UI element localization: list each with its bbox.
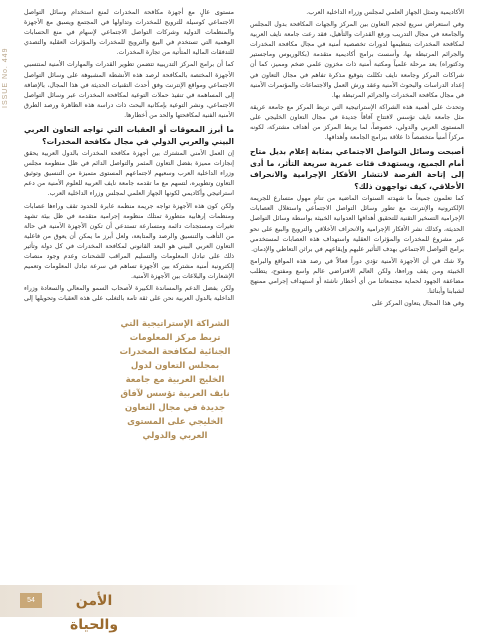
question-heading: أصبحت وسائل التواصل الاجتماعي بمثابة إعلام بديل متاح أمام الجميع، ويستهدف فئات عمرية سريعة التأثر، ما أدى إلى إتاحة الفرصة لانتشار الأفكار الإجرامية والانحراف الأخلاقي، كيف تواجهون ذلك؟ bbox=[250, 147, 464, 191]
pull-quote: الشراكة الإستراتيجية التي تربط مركز المعلومات الجنائية لمكافحة المخدرات بمجلس التعاون لدول الخليج العربية مع جامعة نايف العربية تؤسس لآفاق جديدة في مجال التعاون الخليجي على المستوى العربي والدولي bbox=[115, 305, 235, 501]
article-column-right bbox=[250, 8, 464, 586]
paragraph: مستوى عالٍ مع أجهزة مكافحة المخدرات لمنع استخدام وسائل التواصل الاجتماعي كوسيلة للترويج للمخدرات وتداولها في المجتمع ويسبق مع الأجهزة والمنظمات الدولية وشركات التواصل الاجتماعي لإسهام في منع الحسابات الوهمية التي تستخدم في البيع والترويج للمخدرات والمؤثرات العقلية والتصدي للتدفقات المالية المتأتية من تجارة المخدرات. bbox=[24, 9, 234, 57]
paragraph: كما تعلمون جميعاً ما شهدته السنوات الماضية من تنامٍ مهول متسارع للجريمة الإلكترونية والإنترنت مع تطور وسائل التواصل الاجتماعي واستغلال العصابات الإجرامية التسخير التقنية للتحقيق أهدافها العدوانية الخبيثة بواسطة وسائل التواصل الحديثة، وكذلك نشر الأفكار الإجرامية والانحراف الأخلاقي والترويج والبيع على نحو غير مشروع للمخدرات والمؤثرات العقلية واستهداف هذه العصابات لمستخدمي برامج التواصل الاجتماعي بهدف التأثير عليهم وإيقاعهم في براثن التعاطي والإدمان. bbox=[250, 195, 464, 253]
page-number: 54 bbox=[20, 593, 42, 608]
paragraph: ولا شك في أن الأجهزة الأمنية تؤدي دوراً فعالاً في رصد هذه المواقع والبرامج الخبيثة ومن يقف وراءها، ولكن العالم الافتراضي عالم واسع ومفتوح، يتطلب مضاعفة الجهود لحماية مجتمعاتنا من أي أخطار ناشئة أو استهداف إجرامي ممنهج لشبابنا وأبنائنا. bbox=[250, 257, 464, 296]
paragraph: وفي هذا المجال يتعاون المركز على bbox=[371, 300, 464, 308]
paragraph: وفي استعراض سريع لحجم التعاون بين المركز والجهات المكافحة بدول المجلس والجامعة في مجال التدريب ورفع القدرات والتأهيل، فقد رعت جامعة نايف العربية لمكافحة المخدرات بتنظيمها لدورات تخصصية أمنية في مجال مكافحة المخدرات والجرائم المرتبطة بها، وأسست برامج أكاديمية متقدمة (بكالوريوس وماجستير ودكتوراه) بعد مرحلة علمياً ومكتبة أمنية ذات مخزون علمي ضخم ومميز، كما أن شراكات المركز وجامعة نايف تكللت بتوقيع مذكرة تفاهم في مجال التعاون في إعداد الدراسات والبحوث الأمنية وعقد ورش العمل والاجتماعات والمؤتمرات الأمنية في مجال مكافحة المخدرات والجرائم المرتبطة بها. bbox=[250, 21, 464, 99]
paragraph: ولكن بفضل الدعم والمساندة الكبيرة لأصحاب السمو والمعالي والسعادة وزراء الداخلية بالدول العربية نحن على ثقة تامة بالتغلب على هذه العقبات وتحويلها إلى bbox=[24, 285, 234, 303]
issue-number-label: ISSUE No. 449 bbox=[2, 47, 9, 108]
paragraph: الأكاديمية وتمثل الجهاز العلمي لمجلس وزراء الداخلية العرب. bbox=[306, 9, 464, 16]
side-strip bbox=[0, 0, 18, 585]
paragraph: إن العمل الأمني المشترك بين أجهزة مكافحة المخدرات بالدول العربية يحقق إنجازات مميزة بفضل التعاون المثمر والتواصل الدائم في ظل منظومة مجلس وزراء الداخلية العرب وسعيهم لاجتماعهم المستوى متميزة من التنسيق وتوثيق التعاون وتطويره، لتسهم مع ما تقدمه جامعة نايف العربية للعلوم الأمنية من دعم استراتيجي وأكاديمي لكونها الجهاز العلمي لمجلس وزراء الداخلية العرب. bbox=[24, 150, 234, 198]
paragraph: وتحدث على أهمية هذه الشراكة الإستراتيجية التي تربط المركز مع جامعة عريقة مثل جامعة نايف تؤسس لافتتاح آفاقاً جديدة في مجال التعاون الخليجي على المستوى العربي والدولي، خصوصاً، لما يربط المركز من أهداف مشتركة، لكونه مركزاً أمنياً متخصصاً ذا علاقة ببرامج الجامعة وأهدافها. bbox=[250, 103, 464, 142]
question-heading: ما أبرز المعوقات أو العقبات التي تواجه التعاون العربي البيني والعربي الدولي في مجال مكافحة المخدرات؟ bbox=[24, 125, 234, 146]
page-footer bbox=[0, 585, 480, 633]
paragraph: كما أن برامج المركز التدريبية تتضمن تطوير القدرات والمهارات الأمنية لمنتسبي الأجهزة المختصة بالمكافحة لرصد هذه الأنشطة المشبوهة على وسائل التواصل الاجتماعي ومواقع الإنترنت وفق أحدث التقنيات الحديثة في هذا المجال، بالإضافة إلى المساهمة في تنفيذ حملات التوعية لمكافحة المخدرات عبر وسائل التواصل الاجتماعي، ونشر التوعية بإمكانية البحث ذات دراسة هذه الظاهرة ورصد الطرق الأمنية الفنية لمكافحتها والحد من أخطارها. bbox=[24, 61, 234, 119]
paragraph: ولكن كون هذه الأجهزة تواجه جريمة منظمة عابرة للحدود تقف وراءها عصابات ومنظمات إرهابية متطورة تمتلك منظومة إجرامية متقدمة في ظل بيئة تشهد تغيرات ومستجدات دائمة ومتسارعة تستدعي أن تكون الأجهزة الأمنية في حالة من التأهب والتنسيق والرصد والمتابعة، ولعل أبرز ما يمكن أن يعوق من فاعلية التعاون العربي البيني هو البعد القانوني لمكافحة المخدرات في كل دولة وتأثير ذلك على تبادل المعلومات والتسليم المراقب للشحنات وعدم وجود منصات إلكترونية أمنية مشتركة بين الأجهزة تساهم في سرعة تبادل المعلومات وتعميم الإشعارات والبلاغات بين الأجهزة الأمنية. bbox=[24, 202, 234, 281]
magazine-logo: الأمن والحياة bbox=[69, 593, 119, 633]
